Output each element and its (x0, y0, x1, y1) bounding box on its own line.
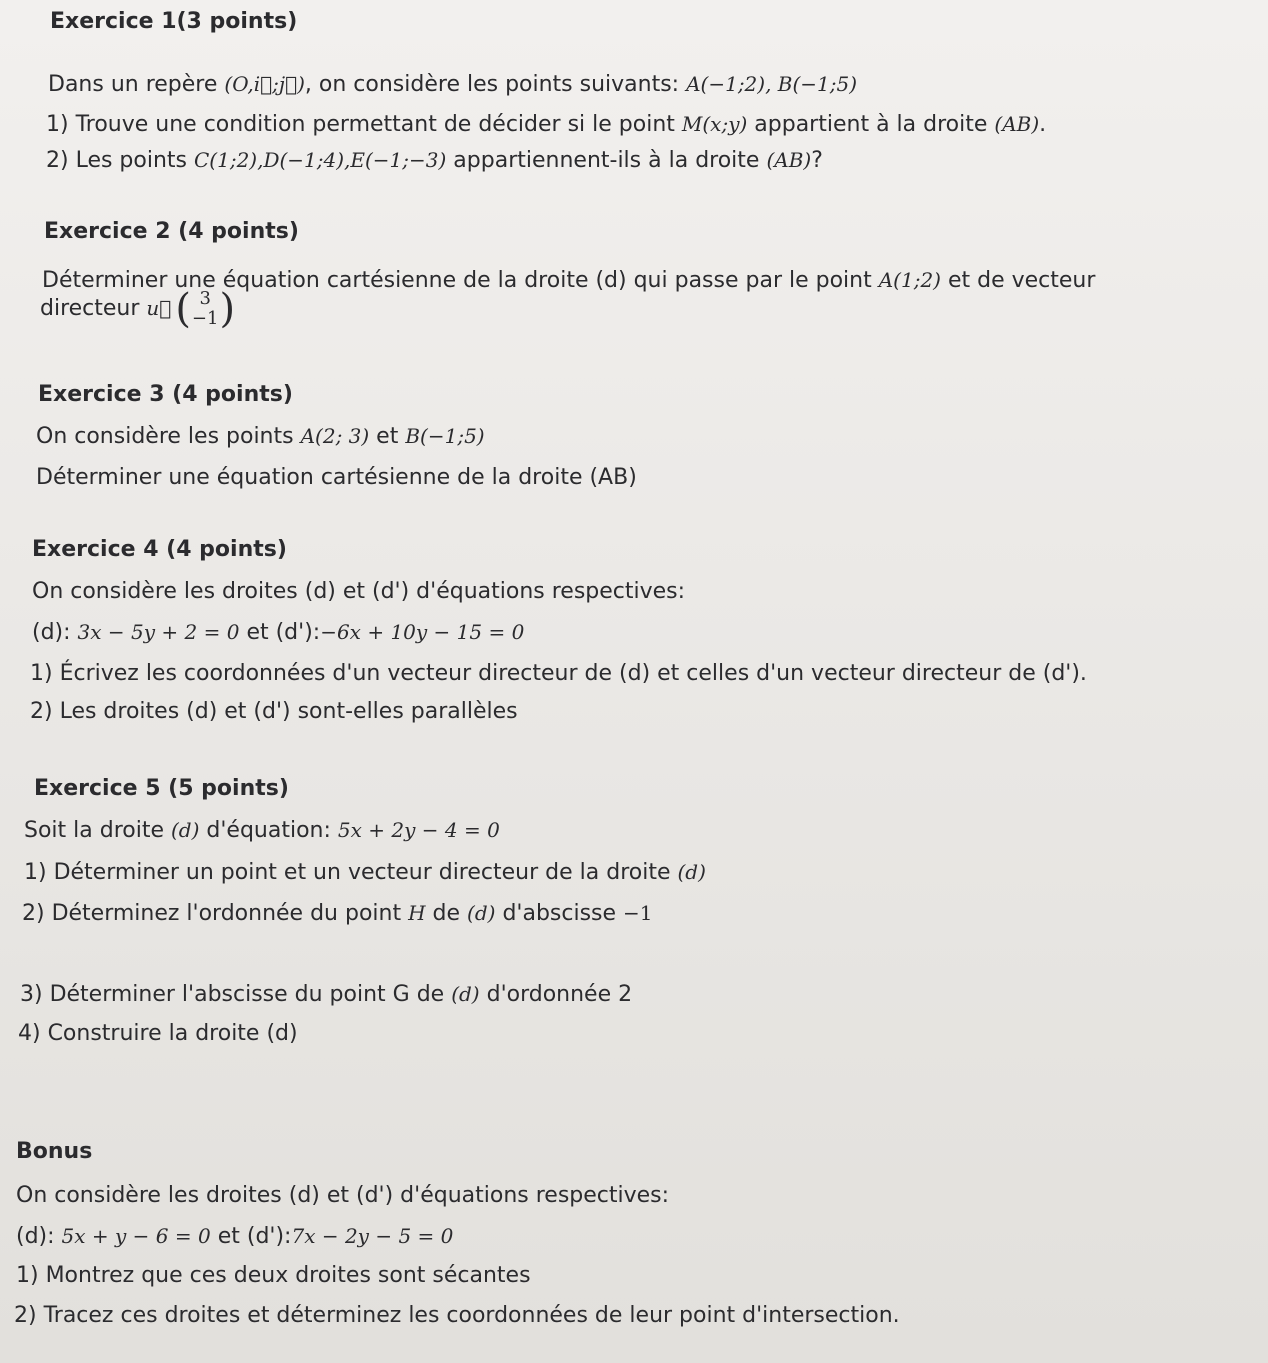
ex2-text-b: et de vecteur (940, 268, 1096, 293)
ex1-question-1 (46, 110, 1046, 139)
ex1-intro-text-a: Dans un repère (48, 72, 225, 97)
bonus-d-equation: 5x + y − 6 = 0 (61, 1224, 211, 1248)
ex5-line-d: (d) (171, 818, 200, 842)
ex5-q1-line-d: (d) (677, 860, 706, 884)
ex3-text-b: et (369, 424, 406, 449)
ex2-title: Exercice 2 (4 points) (44, 219, 299, 244)
ex5-q3-text-b: d'ordonnée 2 (479, 982, 633, 1007)
ex1-frame: (O,i⃗;j⃗) (224, 72, 305, 96)
ex3-text-a: On considère les points (36, 424, 301, 449)
bonus-intro: On considère les droites (d) et (d') d'équations respectives: (16, 1183, 670, 1208)
ex2-vector-x: 3 (199, 288, 211, 309)
bonus-title: Bonus (16, 1139, 93, 1164)
ex5-q3-text-a: 3) Déterminer l'abscisse du point G de (20, 982, 452, 1007)
bonus-dp-label: et (d'): (210, 1224, 292, 1249)
ex4-equations (32, 618, 524, 647)
ex1-q1-end: . (1039, 112, 1047, 137)
ex5-q2-value: −1 (623, 901, 653, 925)
ex3-line-2: Déterminer une équation cartésienne de la droite (AB) (36, 465, 637, 490)
ex4-dp-equation: −6x + 10y − 15 = 0 (320, 620, 525, 644)
ex5-question-4: 4) Construire la droite (d) (18, 1021, 298, 1046)
ex5-q2-line-d: (d) (467, 901, 496, 925)
ex4-question-1: 1) Écrivez les coordonnées d'un vecteur directeur de (d) et celles d'un vecteur directeur de (d'). (30, 661, 1087, 686)
ex5-q2-text-a: 2) Déterminez l'ordonnée du point (22, 901, 409, 926)
ex1-q2-end: ? (811, 148, 823, 173)
ex3-title: Exercice 3 (4 points) (38, 382, 293, 407)
ex1-point-m: M(x;y) (681, 112, 748, 136)
ex1-intro-text-b: , on considère les points suivants: (304, 72, 687, 97)
bonus-d-label: (d): (16, 1224, 62, 1249)
ex5-title: Exercice 5 (5 points) (34, 776, 289, 801)
ex5-q2-text-b: de (425, 901, 468, 926)
ex5-q2-text-c: d'abscisse (495, 901, 624, 926)
ex1-points: A(−1;2), B(−1;5) (686, 72, 858, 96)
ex3-line-1 (36, 422, 485, 451)
ex5-question-2 (22, 899, 653, 928)
ex5-intro (24, 816, 500, 845)
ex4-intro: On considère les droites (d) et (d') d'équations respectives: (32, 579, 686, 604)
ex5-question-1 (24, 858, 706, 887)
ex3-point-a: A(2; 3) (300, 424, 370, 448)
ex2-line-2 (40, 286, 236, 332)
ex3-point-b: B(−1;5) (405, 424, 485, 448)
ex5-q3-line-d: (d) (451, 982, 480, 1006)
ex1-line-ab-2: (AB) (766, 148, 812, 172)
ex2-vector-coordinates: ( 3 −1 ) (175, 286, 236, 332)
ex5-intro-text-b: d'équation: (199, 818, 338, 843)
bonus-equations (16, 1222, 453, 1251)
ex1-question-2 (46, 146, 823, 175)
ex4-d-label: (d): (32, 620, 78, 645)
ex4-question-2: 2) Les droites (d) et (d') sont-elles parallèles (30, 699, 518, 724)
ex2-vector-y: −1 (191, 308, 219, 329)
bonus-question-2: 2) Tracez ces droites et déterminez les coordonnées de leur point d'intersection. (14, 1303, 900, 1328)
ex5-question-3 (20, 980, 632, 1009)
ex4-d-equation: 3x − 5y + 2 = 0 (77, 620, 240, 644)
bonus-question-1: 1) Montrez que ces deux droites sont sécantes (16, 1263, 531, 1288)
bonus-dp-equation: 7x − 2y − 5 = 0 (291, 1224, 454, 1248)
ex4-dp-label: et (d'): (239, 620, 321, 645)
ex4-title: Exercice 4 (4 points) (32, 537, 287, 562)
ex1-q1-text-b: appartient à la droite (747, 112, 995, 137)
ex2-vector-name: u⃗ (146, 296, 172, 320)
ex1-q2-text-a: 2) Les points (46, 148, 194, 173)
ex2-directeur-label: directeur (40, 296, 147, 321)
ex5-intro-text-a: Soit la droite (24, 818, 171, 843)
ex1-line-ab: (AB) (994, 112, 1040, 136)
ex5-q1-text: 1) Déterminer un point et un vecteur directeur de la droite (24, 860, 678, 885)
ex1-q1-text-a: 1) Trouve une condition permettant de décider si le point (46, 112, 682, 137)
ex1-intro (48, 70, 857, 99)
ex1-points-cde: C(1;2),D(−1;4),E(−1;−3) (194, 148, 447, 172)
ex5-equation: 5x + 2y − 4 = 0 (337, 818, 500, 842)
ex1-title: Exercice 1(3 points) (50, 9, 298, 34)
ex1-q2-text-b: appartiennent-ils à la droite (446, 148, 767, 173)
ex2-point-a: A(1;2) (878, 268, 941, 292)
ex5-point-h: H (408, 901, 426, 925)
ex2-text-a: Déterminer une équation cartésienne de la droite (d) qui passe par le point (42, 268, 879, 293)
